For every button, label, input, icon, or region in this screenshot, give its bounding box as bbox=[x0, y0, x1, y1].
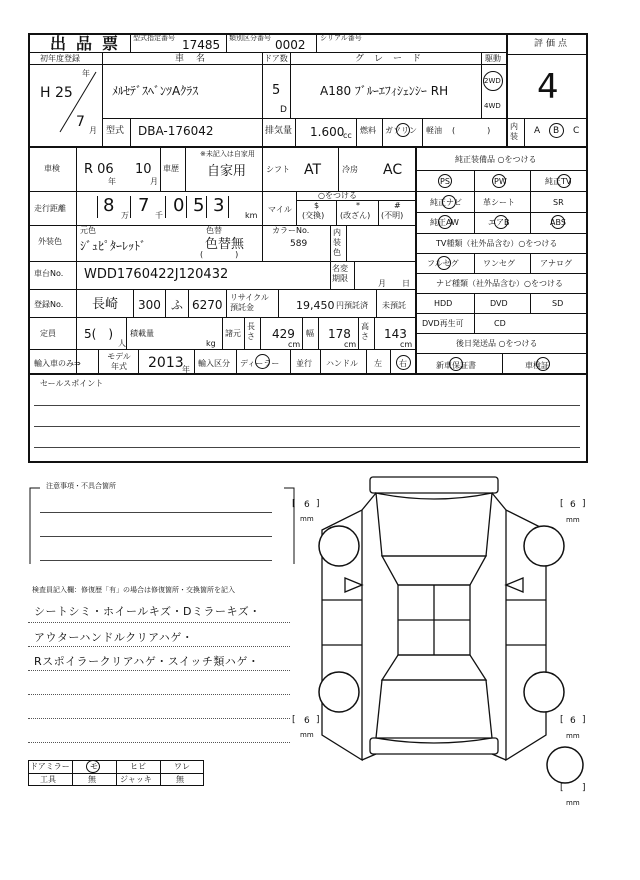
model-no: 17485 bbox=[182, 38, 221, 52]
interior-c: C bbox=[573, 126, 580, 136]
import-label: 輸入車のみ⇒ bbox=[34, 359, 81, 368]
load-unit: kg bbox=[206, 339, 216, 348]
tampered-sub: (改ざん) bbox=[340, 211, 371, 220]
unknown-label: # bbox=[394, 201, 401, 210]
inspector-note-label: 検査員記入欄：修復歴「有」の場合は修復箇所・交換箇所を記入 bbox=[32, 586, 235, 594]
later-warranty: 新車保証書 bbox=[436, 361, 476, 370]
unknown-sub: (不明) bbox=[381, 211, 404, 220]
chassis-label: 車台No. bbox=[34, 269, 64, 278]
car-name-label: 車名 bbox=[175, 54, 218, 64]
wheel-spare bbox=[547, 747, 583, 783]
tire-rr-bracket-close: ] bbox=[582, 715, 586, 725]
ac-label: 冷房 bbox=[342, 165, 358, 174]
equip-abs: ABS bbox=[550, 218, 566, 227]
wheel-front-left bbox=[319, 526, 359, 566]
tv-fullseg: フルセグ bbox=[427, 259, 459, 268]
inspector-line-2: アウターハンドルクリアハゲ・ bbox=[34, 631, 194, 644]
tv-type-label: TV種類（社外品含む）○をつける bbox=[436, 239, 558, 248]
tire-fl-bracket: [ bbox=[292, 499, 296, 509]
ac-value: AC bbox=[383, 162, 403, 178]
reg-kana: ふ bbox=[171, 298, 184, 312]
fuel-gasoline: ガソリン bbox=[385, 126, 417, 135]
recycle-amount: 19,450 bbox=[296, 299, 335, 312]
shift-label: シフト bbox=[266, 165, 290, 174]
inspection-value: R 06 bbox=[84, 162, 114, 177]
navi-hdd: HDD bbox=[434, 299, 453, 308]
tools-value: 無 bbox=[88, 775, 96, 784]
import-dealer: ディーラー bbox=[240, 359, 280, 368]
interior-a: A bbox=[534, 126, 541, 136]
fuel-other: ( ) bbox=[452, 126, 491, 135]
color-change-value: 色替無 bbox=[205, 237, 245, 252]
displacement-value: 1.600 bbox=[310, 125, 345, 139]
equip-std-label: 純正装備品 ○をつける bbox=[455, 155, 537, 164]
tire-fr-bracket: [ bbox=[560, 499, 564, 509]
tire-fl-depth: 6 bbox=[304, 500, 310, 510]
tire-rr-bracket: [ bbox=[560, 715, 564, 725]
inspection-year-unit: 年 bbox=[108, 177, 116, 186]
form-title: 出品票 bbox=[50, 34, 129, 53]
first-reg-month-unit: 月 bbox=[89, 126, 97, 135]
drive-label: 駆動 bbox=[485, 54, 501, 63]
history-note: ※未記入は自家用 bbox=[200, 150, 255, 158]
reg-class: 300 bbox=[138, 298, 161, 312]
tire-rr-depth: 6 bbox=[570, 716, 576, 726]
wheel-front-right bbox=[524, 526, 564, 566]
later-shipping-label: 後日発送品 ○をつける bbox=[456, 339, 538, 348]
mileage-digit-1: 8 bbox=[103, 195, 115, 216]
sales-point-label: セールスポイント bbox=[40, 379, 104, 388]
mileage-circle-hint: ○をつける bbox=[318, 191, 357, 200]
model-year-value: 2013 bbox=[148, 355, 184, 371]
length-label: 長さ bbox=[247, 322, 255, 341]
import-parallel: 並行 bbox=[296, 359, 312, 368]
crack-small-label: ヒビ bbox=[130, 762, 146, 771]
navi-sd: SD bbox=[552, 299, 564, 308]
interior-label: 内装 bbox=[510, 122, 518, 141]
tire-fl-bracket-close: ] bbox=[316, 499, 320, 509]
model-year-unit: 年 bbox=[182, 365, 190, 374]
exchange-label: $ bbox=[314, 201, 320, 210]
class-no: 0002 bbox=[275, 38, 306, 52]
first-reg-year-unit: 年 bbox=[82, 69, 90, 78]
door-mirror-value: モ bbox=[90, 762, 98, 771]
door-type: D bbox=[280, 105, 287, 115]
shift-value: AT bbox=[304, 162, 322, 178]
mileage-digit-4: 5 bbox=[193, 195, 205, 216]
tire-fr-depth: 6 bbox=[570, 500, 576, 510]
handle-left: 左 bbox=[374, 359, 382, 368]
original-color-value: ｼﾞｭﾋﾟﾀｰﾚｯﾄﾞ bbox=[80, 239, 147, 253]
tire-rl-bracket: [ bbox=[292, 715, 296, 725]
door-mirror-label: ドアミラー bbox=[30, 762, 70, 771]
equip-airbag: エアB bbox=[488, 218, 510, 227]
recycle-unpaid: 未預託 bbox=[382, 301, 406, 310]
navi-type-label: ナビ種類（社外品含む）○をつける bbox=[436, 279, 563, 288]
tire-rl-depth: 6 bbox=[304, 716, 310, 726]
mileage-digit-5: 3 bbox=[213, 195, 225, 216]
reg-area: 長崎 bbox=[92, 297, 119, 312]
inspection-month-unit: 月 bbox=[150, 177, 158, 186]
color-label: 外装色 bbox=[38, 237, 62, 246]
tv-analog: アナログ bbox=[540, 259, 572, 268]
capacity-unit: 人 bbox=[118, 339, 126, 348]
wheel-rear-left bbox=[319, 672, 359, 712]
tire-fl-unit: mm bbox=[300, 515, 314, 523]
inspection-label: 車検 bbox=[44, 164, 60, 173]
tire-rl-unit: mm bbox=[300, 731, 314, 739]
exchange-sub: (交換) bbox=[302, 211, 325, 220]
equip-ps: PS bbox=[440, 177, 450, 186]
score-label: 評価点 bbox=[534, 39, 571, 49]
doors-value: 5 bbox=[272, 83, 281, 98]
displacement-unit: cc bbox=[343, 131, 352, 140]
equip-navi: 純正ナビ bbox=[430, 198, 462, 207]
inspector-line-1: シートシミ・ホイールキズ・Dミラーキズ・ bbox=[34, 605, 261, 618]
original-color-label: 元色 bbox=[80, 226, 96, 235]
tire-fr-unit: mm bbox=[566, 516, 580, 524]
tv-oneseg: ワンセグ bbox=[483, 259, 515, 268]
navi-cd: CD bbox=[494, 319, 506, 328]
mileage-digit-3: 0 bbox=[173, 195, 185, 216]
capacity-value: 5( ) bbox=[84, 327, 113, 341]
score-value: 4 bbox=[537, 67, 559, 107]
tools-label: 工具 bbox=[40, 775, 56, 784]
recycle-label: リサイクル預託金 bbox=[230, 293, 269, 312]
navi-dvd: DVD bbox=[490, 299, 508, 308]
color-now-label: 色替 bbox=[206, 226, 222, 235]
inspection-month: 10 bbox=[135, 162, 152, 177]
first-reg-month: 7 bbox=[76, 114, 85, 130]
load-label: 積載量 bbox=[130, 329, 154, 338]
spare-unit: mm bbox=[566, 799, 580, 807]
height-unit: cm bbox=[400, 340, 413, 349]
tire-fr-bracket-close: ] bbox=[582, 499, 586, 509]
tire-rr-unit: mm bbox=[566, 732, 580, 740]
interior-color-label: 内装色 bbox=[333, 228, 341, 257]
model-year-label: モデル年式 bbox=[107, 352, 131, 371]
mileage-km: km bbox=[245, 211, 258, 220]
inspector-line-3: Rスポイラークリアハゲ・スイッチ類ハゲ・ bbox=[34, 655, 260, 668]
crack-label: ワレ bbox=[174, 762, 190, 771]
equip-sr: SR bbox=[553, 198, 564, 207]
spare-bracket: [ bbox=[560, 783, 564, 793]
height-label: 高さ bbox=[361, 322, 369, 341]
height-value: 143 bbox=[384, 327, 407, 341]
capacity-label: 定員 bbox=[40, 329, 56, 338]
equip-tv: 純正TV bbox=[545, 177, 572, 186]
interior-b: B bbox=[553, 126, 560, 136]
mile-label: マイル bbox=[268, 205, 292, 214]
first-reg-label: 初年度登録 bbox=[40, 54, 80, 63]
tampered-label: * bbox=[356, 201, 360, 210]
reg-label: 登録No. bbox=[34, 300, 64, 309]
grade-label: グレード bbox=[355, 54, 432, 64]
history-label: 車歴 bbox=[163, 164, 179, 173]
jack-value: 無 bbox=[176, 775, 184, 784]
grade-value: A180 ﾌﾞﾙｰｴﾌｨｼｪﾝｼｰ RH bbox=[320, 84, 449, 98]
first-reg-era: H 25 bbox=[40, 85, 73, 101]
doors-label: ドア数 bbox=[264, 54, 288, 63]
later-inspection-cert: 車検証 bbox=[525, 361, 549, 370]
chassis-value: WDD1760422J120432 bbox=[84, 267, 229, 282]
reg-number: 6270 bbox=[192, 298, 223, 312]
name-change-day: 日 bbox=[402, 279, 410, 288]
equip-aw: 純正AW bbox=[430, 218, 459, 227]
color-paren: ( ) bbox=[200, 250, 239, 259]
length-value: 429 bbox=[272, 327, 295, 341]
history-value: 自家用 bbox=[207, 164, 247, 179]
mileage-sen: 千 bbox=[155, 211, 163, 220]
length-unit: cm bbox=[288, 340, 301, 349]
handle-label: ハンドル bbox=[326, 359, 358, 368]
class-no-label: 類別区分番号 bbox=[229, 34, 271, 42]
fuel-label: 燃料 bbox=[360, 126, 376, 135]
drive-2wd: 2WD bbox=[484, 77, 501, 85]
car-name: ﾒﾙｾﾃﾞｽﾍﾞﾝﾂAｸﾗｽ bbox=[112, 84, 199, 98]
mileage-label: 走行距離 bbox=[34, 204, 66, 213]
import-type-label: 輸入区分 bbox=[198, 359, 230, 368]
wheel-rear-right bbox=[524, 672, 564, 712]
name-change-month: 月 bbox=[378, 279, 386, 288]
drive-4wd: 4WD bbox=[484, 102, 501, 110]
caution-label: 注意事項・不具合箇所 bbox=[46, 482, 116, 490]
type-value: DBA-176042 bbox=[138, 124, 214, 138]
dims-label: 諸元 bbox=[225, 329, 241, 338]
tire-rl-bracket-close: ] bbox=[316, 715, 320, 725]
width-label: 幅 bbox=[306, 329, 314, 338]
color-no-value: 589 bbox=[290, 239, 308, 249]
color-no-label: カラーNo. bbox=[272, 226, 310, 235]
width-unit: cm bbox=[344, 340, 357, 349]
name-change-label: 名変期限 bbox=[332, 264, 348, 283]
displacement-label: 排気量 bbox=[265, 126, 293, 136]
equip-leather: 革シート bbox=[483, 198, 515, 207]
mileage-digit-2: 7 bbox=[138, 195, 150, 216]
recycle-unit: 円預託済 bbox=[336, 301, 368, 310]
serial-label: シリアル番号 bbox=[320, 34, 362, 42]
mileage-man: 万 bbox=[121, 211, 129, 220]
model-no-label: 型式指定番号 bbox=[133, 34, 175, 42]
fuel-diesel: 軽油 bbox=[426, 126, 442, 135]
width-value: 178 bbox=[328, 327, 351, 341]
spare-bracket-close: ] bbox=[582, 783, 586, 793]
dvd-playback-label: DVD再生可 bbox=[422, 319, 464, 328]
jack-label: ジャッキ bbox=[120, 775, 152, 784]
type-label: 型式 bbox=[106, 126, 125, 136]
equip-pw: PW bbox=[494, 177, 507, 186]
handle-right: 右 bbox=[399, 359, 407, 368]
